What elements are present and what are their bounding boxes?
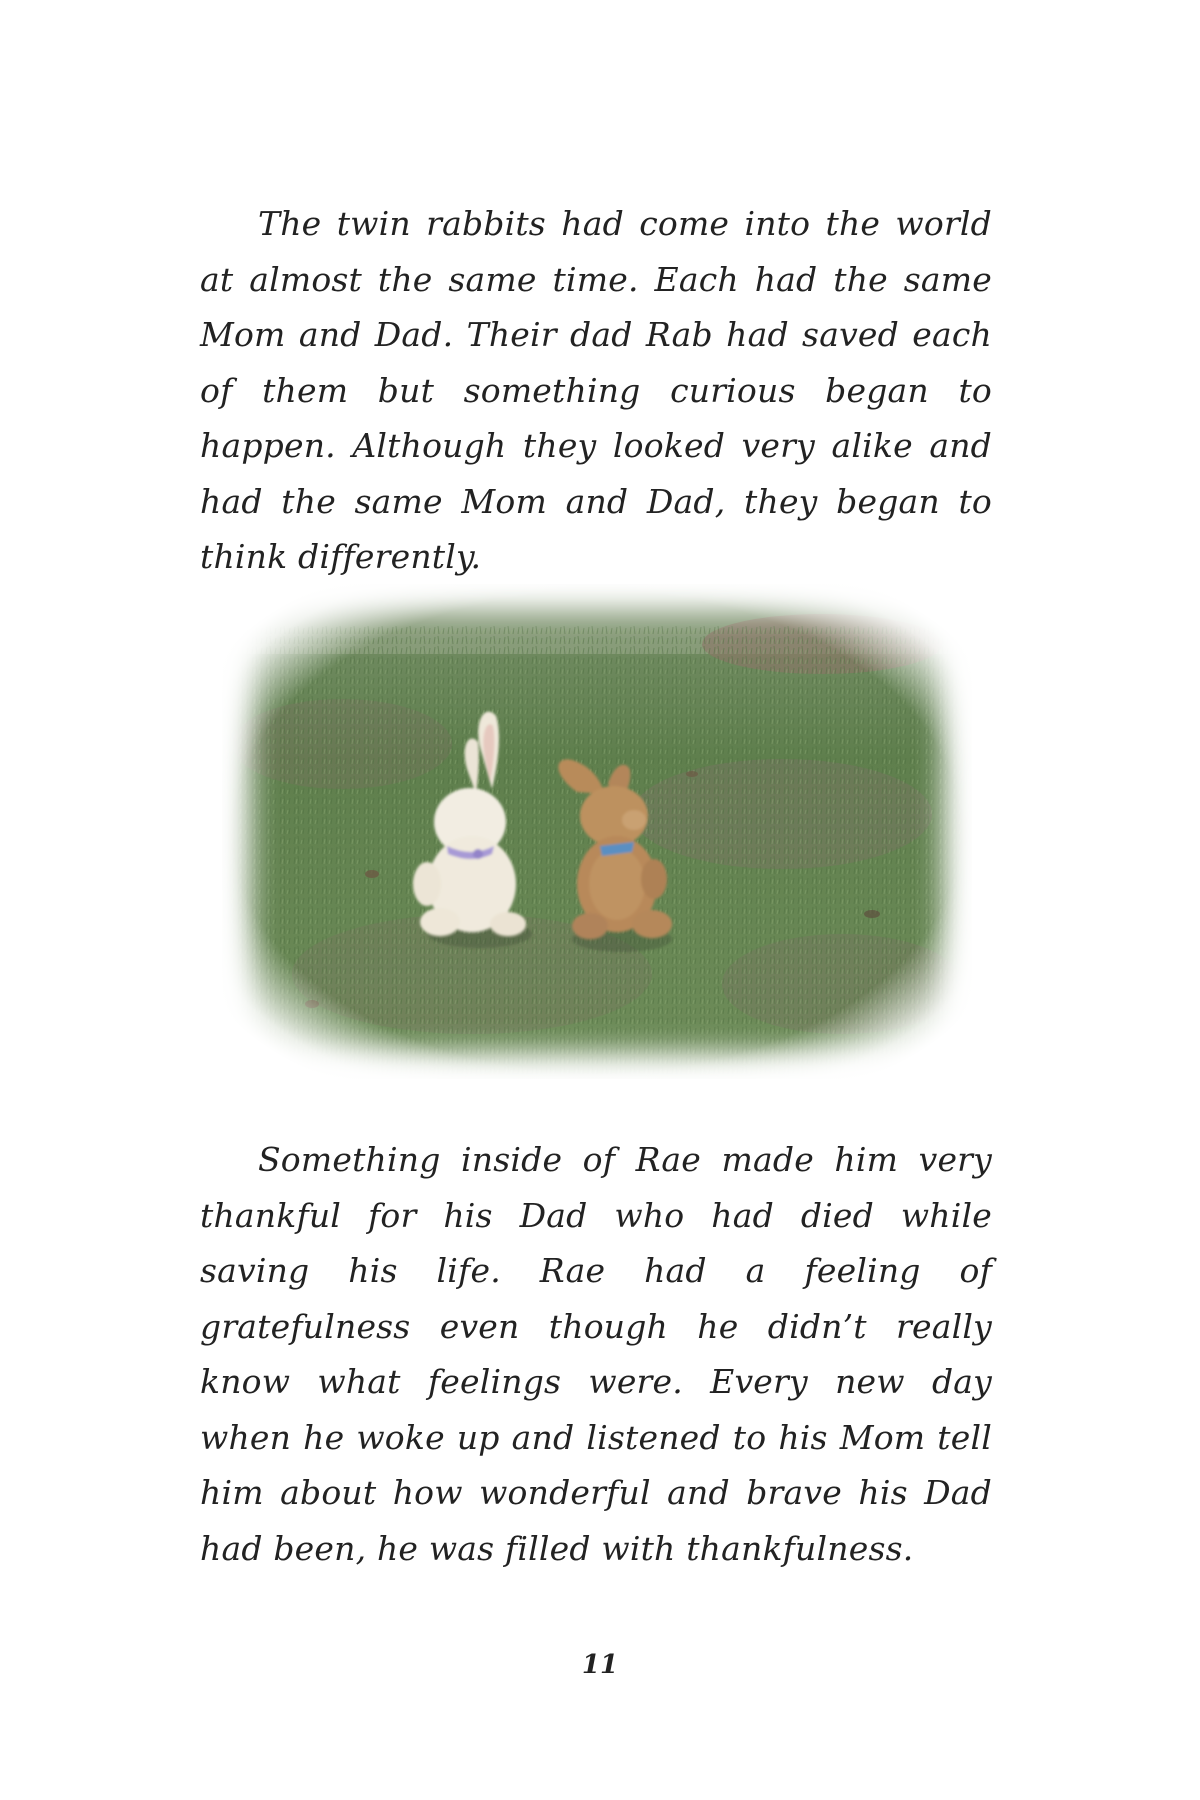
story-photo	[222, 584, 972, 1079]
paragraph-1: The twin rabbits had come into the world at almost the same time. Each had the same Mom and Dad. Their dad Rab had saved each of them but something curious began to happen. Although they looked very alike and had the same Mom and Dad, they began to think differently.	[200, 204, 992, 576]
paragraph-2: Something inside of Rae made him very thankful for his Dad who had died while saving his life. Rae had a feeling of gratefulness even though he didn’t really know what feelings were. Every new day when he woke up and listened to his Mom tell him about how wonderful and brave his Dad had been, he was filled with thankfulness.	[200, 1140, 992, 1568]
rabbits-on-grass-image	[222, 584, 972, 1079]
page-number: 11	[581, 1650, 619, 1680]
